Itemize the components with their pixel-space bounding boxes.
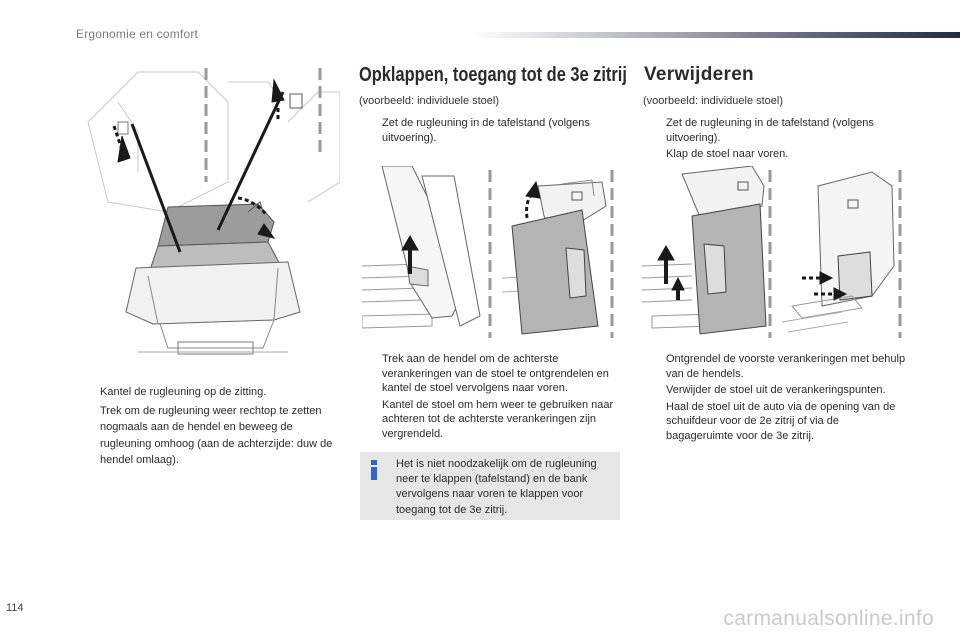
list-item-text: Trek aan de hendel om de achterste verankeringen van de stoel te ontgrendelen en kantel de stoel vervolgens naar voren. — [382, 353, 609, 394]
middle-top-bullet-list — [360, 116, 622, 147]
list-item — [644, 352, 906, 381]
header-gradient-bar — [470, 32, 960, 38]
section-heading-fold: Opklappen, toegang tot de 3e zitrij — [359, 64, 627, 86]
subtitle-example: (voorbeeld: individuele stoel) — [359, 95, 500, 107]
list-item — [360, 398, 622, 442]
list-item — [360, 116, 622, 145]
list-item-text: Kantel de stoel om hem weer te gebruiken naar achteren tot de achterste verankeringen zijn vergrendeld. — [382, 398, 614, 440]
fold-seat-illustration — [362, 166, 620, 338]
info-icon — [369, 460, 379, 480]
page-number: 114 — [6, 602, 24, 614]
subtitle-example: (voorbeeld: individuele stoel) — [643, 95, 784, 107]
list-item — [360, 352, 622, 396]
list-item-text: Trek om de rugleuning weer rechtop te zetten nogmaals aan de hendel en beweeg de rugleuning omhoog (aan de achterzijde: duw de hendel omlaag). — [100, 404, 333, 466]
list-item-text: Haal de stoel uit de auto via de opening van de schuifdeur voor de 2e zitrij of via de bagageruimte voor de 3e zitrij. — [666, 400, 896, 442]
list-item — [644, 400, 906, 444]
list-item-text: Zet de rugleuning in de tafelstand (volgens uitvoering). — [666, 117, 874, 144]
list-item-text: Zet de rugleuning in de tafelstand (volgens uitvoering). — [382, 117, 590, 144]
middle-bottom-bullet-list — [360, 352, 622, 443]
seat-fold-illustration — [78, 62, 340, 362]
list-item-text: Kantel de rugleuning op de zitting. — [100, 386, 267, 398]
left-bullet-list — [78, 384, 340, 471]
list-item — [644, 116, 906, 145]
right-top-bullet-list — [644, 116, 906, 164]
section-heading-remove: Verwijderen — [644, 64, 754, 85]
list-item-text: Verwijder de stoel uit de verankeringspunten. — [666, 384, 886, 396]
watermark: carmanualsonline.info — [723, 607, 934, 630]
info-note-text: Het is niet noodzakelijk om de rugleuning neer te klappen (tafelstand) en de bank vervolgens naar voren te klappen voor toegang tot de 3e zitrij. — [396, 458, 597, 516]
right-bottom-bullet-list — [644, 352, 906, 445]
section-title: Ergonomie en comfort — [76, 27, 199, 41]
list-item — [644, 383, 906, 398]
info-note-box — [360, 452, 620, 520]
remove-seat-illustration — [642, 166, 904, 338]
list-item — [644, 147, 906, 162]
list-item-text: Klap de stoel naar voren. — [666, 148, 789, 160]
list-item — [78, 403, 340, 469]
list-item — [78, 384, 340, 401]
list-item-text: Ontgrendel de voorste verankeringen met behulp van de hendels. — [666, 353, 906, 380]
